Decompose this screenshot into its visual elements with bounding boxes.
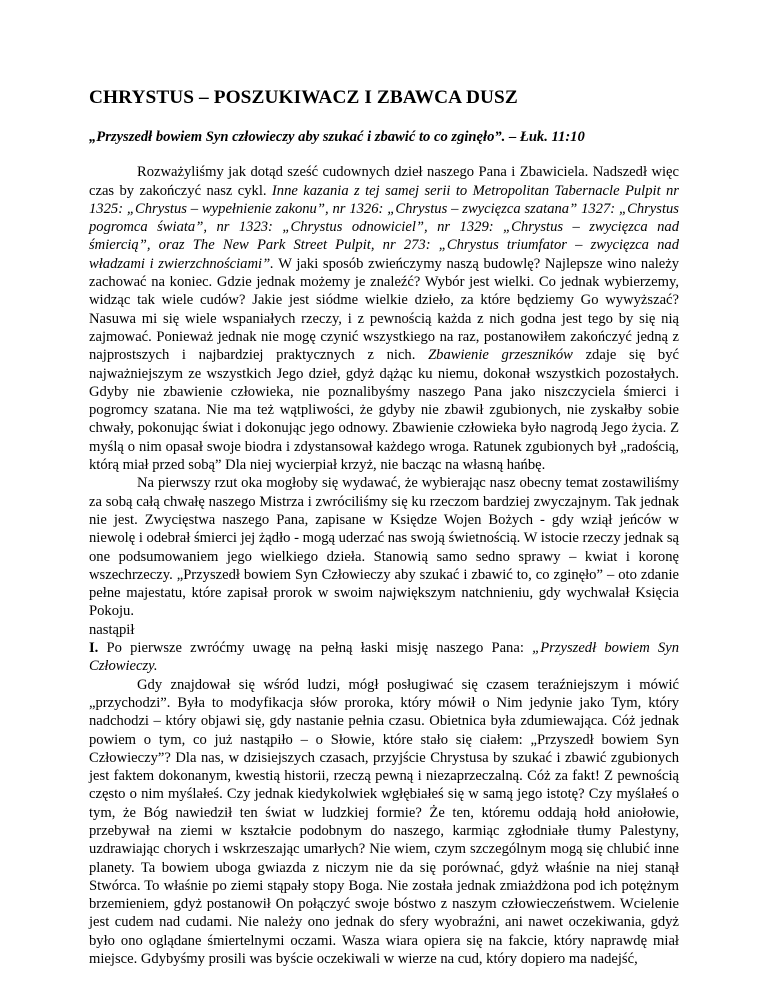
- document-page: [89, 0, 679, 968]
- paragraph-intro: [89, 163, 679, 474]
- intro-text-c: W jaki sposób zwieńczymy naszą budowlę? Najlepsze wino należy zachować na koniec. Gdzie jednak możemy je znaleźć? Wybór jest wielki. Co jednak wybierzemy, widząc tak wiele cudów? Jakie jest siódme wielkie dzieło, za które będziemy Go wywyższać? Nasuwa mi się wiele wspaniałych rzeczy, i z pewnością każda z nich godna jest tego by się nią zajmować. Ponieważ jednak nie mogę czynić wszystkiego na raz, postanowiłem zakończyć jedną z najprostszych i najbardziej praktycznych z nich.: [89, 255, 679, 364]
- document-title: CHRYSTUS – POSZUKIWACZ I ZBAWCA DUSZ: [89, 87, 518, 108]
- series-note: Inne kazania z tej samej serii to Metropolitan Tabernacle Pulpit nr 1325: „Chrystus – wypełnienie zakonu”, nr 1326: „Chrystus – zwycięzca szatana” 1327: „Chrystus pogromca świata”, nr 1323: „Chrystus odnowiciel”, nr 1329: „Chrystus – zwycięzca nad śmiercią”, oraz The New Park Street Pulpit, nr 273: „Chrystus triumfator – zwycięzca nad władzami i zwierzchnościami”.: [89, 182, 679, 272]
- stray-word: nastąpił: [89, 621, 135, 638]
- intro-text-e: zdaje się być najważniejszym ze wszystkich Jego dzieł, gdyż dążąc ku niemu, dokonał wszystkich pozostałych. Gdyby nie zbawienie człowieka, nie poznalibyśmy naszego Pana jako niszczyciela śmierci i pogromcy szatana. Nie ma też wątpliwości, że gdyby nie zbawił zgubionych, nie zyskałby sobie chwały, pokonując świat i dokonując jego odnowy. Zbawienie człowieka było nagrodą Jego życia. Z myślą o nim opasał swoje biodra i zdystansował każdego wroga. Ratunek zgubionych był „radością, którą miał przed sobą” Dla niej wycierpiał krzyż, nie bacząc na własną hańbę.: [89, 347, 680, 474]
- section-quote: „Przyszedł bowiem Syn Człowieczy.: [89, 640, 680, 675]
- section-number: I.: [89, 640, 99, 657]
- intro-text-a: Rozważyliśmy jak dotąd sześć cudownych dzieł naszego Pana i Zbawiciela. Nadszedł więc czas by zakończyć nasz cykl.: [89, 164, 679, 199]
- section-heading-1: [89, 639, 679, 676]
- document-body: [89, 163, 679, 968]
- scripture-motto: „Przyszedł bowiem Syn człowieczy aby szukać i zbawić to co zginęło”. – Łuk. 11:10: [89, 129, 585, 145]
- emphasis-salvation: Zbawienie grzeszników: [428, 347, 573, 364]
- section-text: Po pierwsze zwróćmy uwagę na pełną łaski misję naszego Pana:: [98, 640, 533, 657]
- paragraph-second: Na pierwszy rzut oka mogłoby się wydawać, że wybierając nasz obecny temat zostawiliśmy za sobą całą chwałę naszego Mistrza i zwróciliśmy się ku rzeczom bardziej zwyczajnym. Tak jednak nie jest. Zwycięstwa naszego Pana, zapisane w Księdze Wojen Bożych - gdy wziął jeńców w niewolę i odebrał śmierci jej żądło - mogą uderzać nas swoją świetnością. W istocie rzeczy jednak są one podsumowaniem jego wielkiego dzieła. Stanowią samo sedno sprawy – kwiat i koronę wszechrzeczy. „Przyszedł bowiem Syn Człowieczy aby szukać i zbawić to, co zginęło” – oto zdanie pełne majestatu, które zapisał prorok w swoim największym natchnieniu, gdy wychwalał Księcia Pokoju.: [89, 475, 679, 620]
- paragraph-third: Gdy znajdował się wśród ludzi, mógł posługiwać się czasem teraźniejszym i mówić „przychodzi”. Była to modyfikacja słów proroka, który mówił o Nim jedynie jako Tym, który nadchodzi – który objawi się, gdy nastanie pełnia czasu. Obietnica była zdumiewająca. Cóż jednak powiem o tym, co już nastąpiło – o Słowie, które stało się ciałem: „Przyszedł bowiem Syn Człowieczy”? Dla nas, w dzisiejszych czasach, przyjście Chrystusa by szukać i zbawić zgubionych jest faktem dokonanym, kwestią historii, rzeczą pewną i niezaprzeczalną. Cóż za fakt! Z pewnością często o nim myślałeś. Czy jednak kiedykolwiek wgłębiałeś się w samą jego istotę? Czy myślałeś o tym, że Bóg nawiedził ten świat w ludzkiej formie? Że ten, któremu oddają hołd aniołowie, przebywał na ziemi w kształcie podobnym do naszego, karmiąc zgłodniałe tłumy Palestyny, uzdrawiając chorych i wskrzeszając umarłych? Nie wiem, czym szczególnym mogą się chlubić inne planety. Ta bowiem uboga gwiazda z niczym nie da się porównać, gdyż właśnie na niej stanął Stwórca. To właśnie po ziemi stąpały stopy Boga. Nie została jednak zmiażdżona pod ich potężnym brzemieniem, gdyż postanowił On połączyć swoje bóstwo z naszym człowieczeństwem. Wcielenie jest cudem nad cudami. Nie należy ono jednak do sfery wyobraźni, ani nawet oczekiwania, gdyż było ono oglądane śmiertelnymi oczami. Wasza wiara opiera się na fakcie, który naprawdę miał miejsce. Gdybyśmy prosili was byście oczekiwali w wierze na cud, który dopiero ma nadejść,: [89, 676, 679, 968]
